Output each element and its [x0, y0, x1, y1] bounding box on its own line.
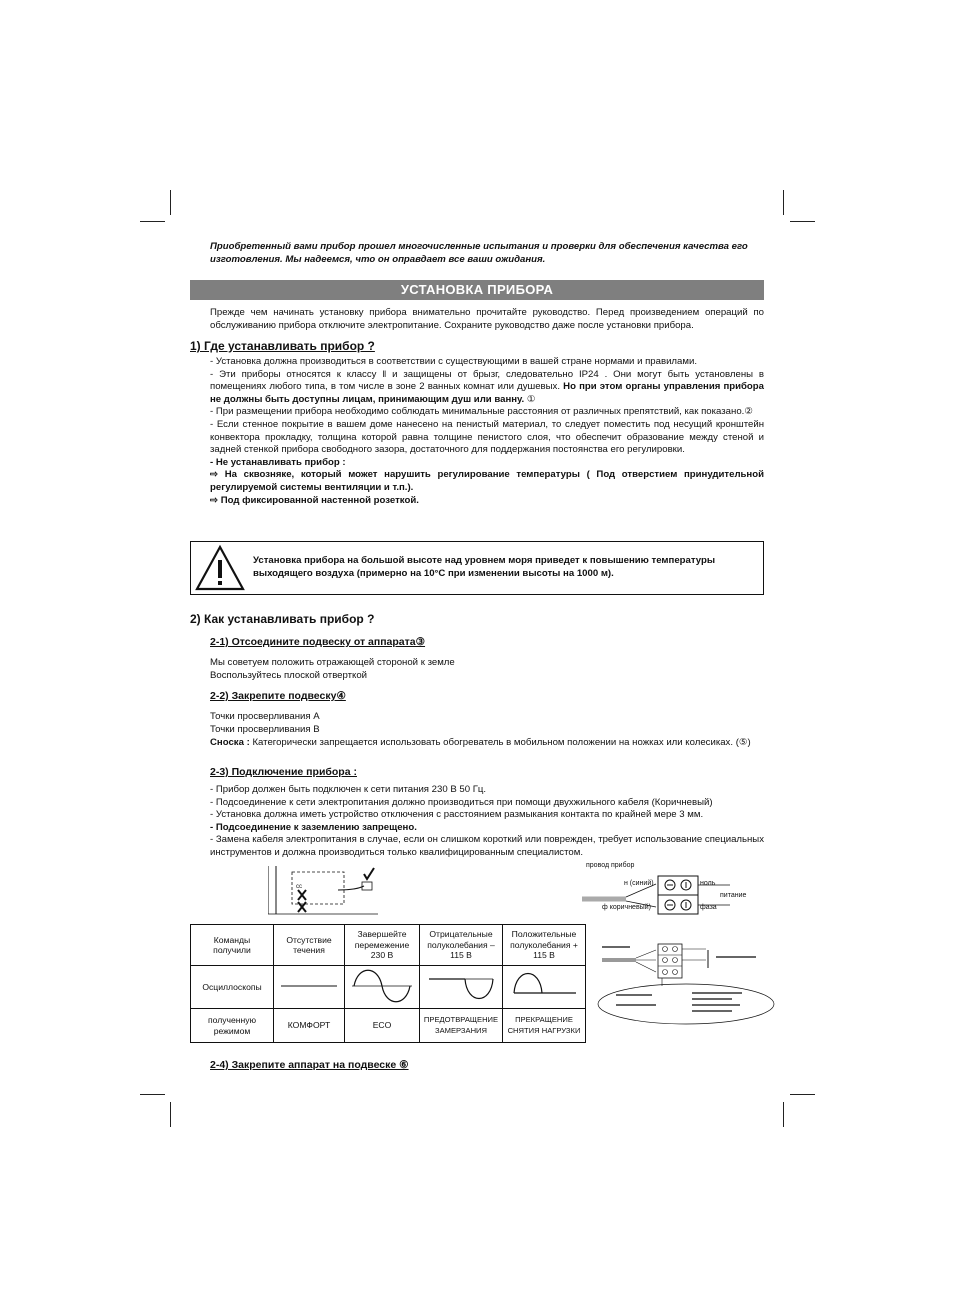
table-header-cell: Положительные полуколебания + 115 В: [503, 925, 586, 966]
subsection-2-3-line5: - Замена кабеля электропитания в случае, если он слишком короткий или поврежден, требует использование специальных инструментов и должна производиться только квалифицированным специалистом.: [210, 834, 764, 858]
section1-p2c: ①: [524, 393, 536, 405]
negative-half-wave-icon: [425, 969, 497, 1003]
cable-label: провод прибор: [586, 862, 635, 869]
subsection-2-2-note: [210, 736, 764, 749]
section1-p2a: - Эти приборы относятся к классу ‖ и защищены от брызг, следовательно IP24 . Они могут быть установлены в помещениях любого типа, в том числе в зоне 2 ванных комнат или душевых.: [210, 368, 764, 393]
supply-label: питание: [720, 892, 747, 899]
warning-box: [190, 541, 764, 595]
subsection-2-3-body: [210, 784, 764, 860]
table-row: [191, 966, 586, 1009]
table-cell: КОМФОРТ: [274, 1009, 345, 1043]
section2-title: 2) Как устанавливать прибор ?: [190, 612, 375, 626]
preface-text: Прежде чем начинать установку прибора внимательно прочитайте руководство. Перед произведением операций по обслуживанию прибора отключите электропитание. Сохраните руководство даже после установки прибора.: [210, 307, 764, 331]
table-cell: ECO: [345, 1009, 420, 1043]
terminal-block-drawing: [570, 862, 770, 918]
positive-half-wave-icon: [508, 969, 580, 1003]
wall-connection-diagram: [268, 864, 378, 916]
section1-p3: - При размещении прибора необходимо соблюдать минимальные расстояния от различных препятствий, как показано.②: [210, 406, 753, 418]
section1-p4: - Если стенное покрытие в вашем доме нанесено на пенистый материал, то следует поместить под несущий кронштейн конвектора прокладку, толщина которой равна толщине пенистого слоя, что обеспечит образование между стеной и задней стенкой прибора свободного зазора, достаточного для поддержания постоянства его регулировки.: [210, 418, 764, 456]
subsection-2-1-line1: Мы советуем положить отражающей стороной к земле: [210, 657, 455, 668]
waveform-cell: [345, 966, 420, 1009]
crop-mark: [783, 1102, 784, 1127]
table-header-cell: Отсутствие течения: [274, 925, 345, 966]
subsection-2-2-line1: Точки просверливания A: [210, 711, 320, 722]
crop-mark: [140, 221, 165, 222]
subsection-2-2-line2: Точки просверливания B: [210, 724, 320, 735]
table-cell: полученную режимом: [191, 1009, 274, 1043]
flat-waveform-icon: [279, 971, 339, 1001]
crop-mark: [783, 190, 784, 215]
subsection-2-3-line4: - Подсоединение к заземлению запрещено.: [210, 821, 417, 833]
waveform-cell: [420, 966, 503, 1009]
subsection-2-3-title: 2-3) Подключение прибора :: [210, 766, 357, 778]
crop-mark: [790, 1094, 815, 1095]
subsection-2-3-line1: - Прибор должен быть подключен к сети питания 230 В 50 Гц.: [210, 784, 487, 795]
table-row: [191, 925, 586, 966]
subsection-2-1-body: [210, 656, 764, 682]
crop-mark: [790, 221, 815, 222]
section1-p6: ⇨ На сквозняке, который может нарушить регулирование температуры ( Под отверстием принудительной регулируемой системы вентиляции и т.п.).: [210, 469, 764, 493]
subsection-2-3-line3: - Установка должна иметь устройство отключения с расстоянием размыкания контакта по крайней мере 3 мм.: [210, 809, 704, 821]
full-sine-waveform-icon: [350, 969, 414, 1003]
section1-p2b: Но при этом органы управления прибора не должны быть доступны лицам, принимающим душ или ванну.: [210, 381, 764, 405]
section1-title: 1) Где устанавливать прибор ?: [190, 339, 375, 353]
section1-p1: - Установка должна производиться в соответствии с существующими в вашей стране нормами и правилами.: [210, 356, 697, 367]
table-row-label: Осциллоскопы: [191, 966, 274, 1009]
table-header-cell: Отрицательные полуколебания – 115 В: [420, 925, 503, 966]
table-cell: ПРЕКРАЩЕНИЕ СНЯТИЯ НАГРУЗКИ: [503, 1009, 586, 1043]
warning-text: Установка прибора на большой высоте над уровнем моря приведет к повышению температуры выходящего воздуха (примерно на 10°C при изменении высоты на 1000 м).: [253, 555, 716, 579]
subsection-2-2-title: 2-2) Закрепите подвеску④: [210, 690, 346, 702]
subsection-2-3-line2: - Подсоединение к сети электропитания должно производиться при помощи двухжильного кабеля (Коричневый): [210, 796, 713, 808]
waveform-cell: [503, 966, 586, 1009]
section1-body: [210, 356, 764, 507]
neutral-wire-label: н (синий): [624, 880, 654, 887]
subsection-2-4-title: 2-4) Закрепите аппарат на подвеске ⑥: [210, 1059, 409, 1071]
subsection-2-1-title: 2-1) Отсоедините подвеску от аппарата③: [210, 636, 426, 648]
neutral-label: ноль: [700, 880, 716, 887]
table-row: [191, 1009, 586, 1043]
subsection-2-2-body: [210, 710, 764, 749]
phase-label: фаза: [700, 904, 717, 911]
crop-mark: [140, 1094, 165, 1095]
svg-text:cc: cc: [296, 884, 302, 890]
note-label: Сноска :: [210, 737, 250, 748]
pilot-wire-diagram: [596, 938, 776, 1028]
section1-p5: - Не устанавливать прибор :: [210, 456, 346, 468]
warning-triangle-icon: [194, 544, 246, 592]
control-signals-table: [190, 924, 586, 1043]
section-banner: УСТАНОВКА ПРИБОРА: [190, 280, 764, 300]
subsection-2-1-line2: Воспользуйтесь плоской отверткой: [210, 670, 368, 681]
crop-mark: [170, 190, 171, 215]
table-header-cell: Команды получили: [191, 925, 274, 966]
intro-text: Приобретенный вами прибор прошел многочисленные испытания и проверки для обеспечения качества его изготовления. Мы надеемся, что он оправдает все ваши ожидания.: [210, 241, 748, 265]
section1-p7: ⇨ Под фиксированной настенной розеткой.: [210, 494, 419, 506]
terminal-wiring-diagram: [570, 862, 770, 918]
section1-p2: [210, 369, 764, 407]
table-cell: ПРЕДОТВРАЩЕНИЕ ЗАМЕРЗАНИЯ: [420, 1009, 503, 1043]
note-text: Категорически запрещается использовать обогреватель в мобильном положении на ножках или колесиках. (⑤): [249, 737, 751, 748]
crop-mark: [170, 1102, 171, 1127]
phase-wire-label: ф коричневый): [602, 904, 651, 911]
table-header-cell: Завершейте перемежение 230 В: [345, 925, 420, 966]
waveform-cell: [274, 966, 345, 1009]
